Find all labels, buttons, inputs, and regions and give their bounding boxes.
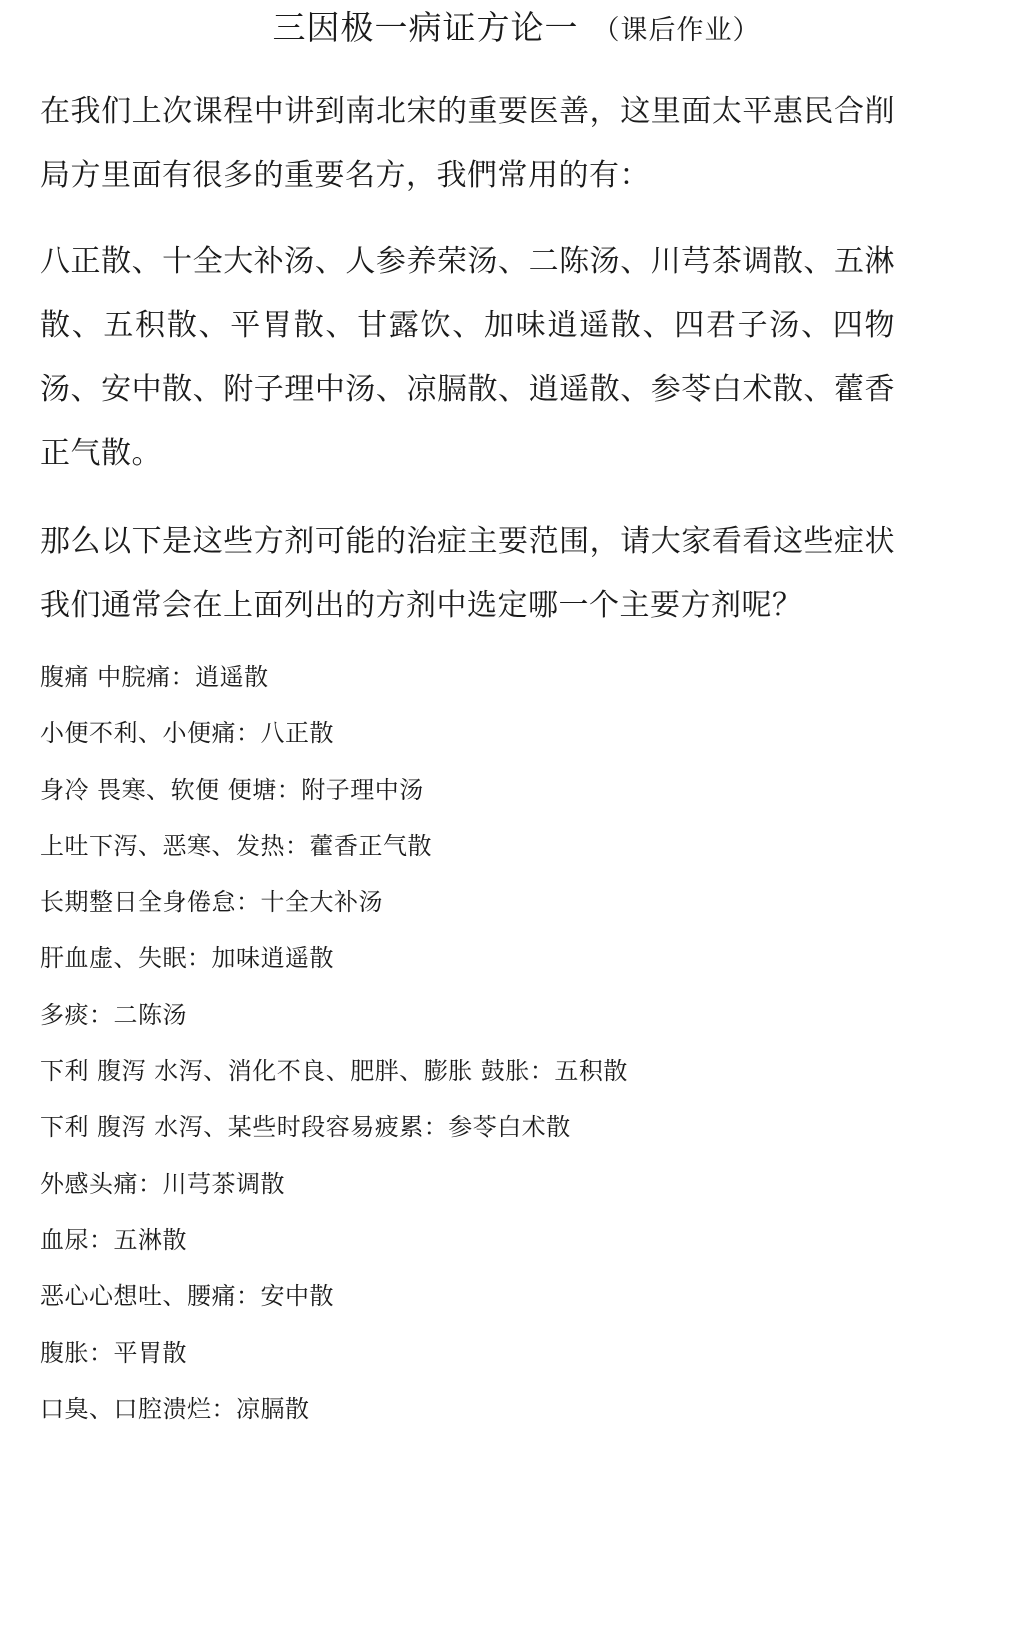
answer-item: 口臭、口腔溃烂：凉膈散 xyxy=(40,1394,310,1423)
page-title xyxy=(0,2,1033,49)
intro-paragraph: 在我们上次课程中讲到南北宋的重要医善，这里面太平惠民合削局方里面有很多的重要名方，我們常用的有： xyxy=(40,94,895,193)
title-subtitle: （课后作业） xyxy=(592,15,761,46)
answer-item: 上吐下泻、恶寒、发热：藿香正气散 xyxy=(40,831,432,860)
question-paragraph: 那么以下是这些方剂可能的治症主要范围，请大家看看这些症状我们通常会在上面列出的方剂中选定哪一个主要方剂呢？ xyxy=(40,524,895,623)
answer-item: 腹痛 中脘痛：逍遥散 xyxy=(40,663,269,691)
formula-list-paragraph: 八正散、十全大补汤、人参养荣汤、二陈汤、川芎茶调散、五淋散、五积散、平胃散、甘露饮、加味逍遥散、四君子汤、四物汤、安中散、附子理中汤、凉膈散、逍遥散、参苓白术散、藿香正气散。 xyxy=(40,244,895,471)
answer-item: 小便不利、小便痛：八正散 xyxy=(40,719,334,748)
answer-item: 长期整日全身倦怠：十全大补汤 xyxy=(40,888,383,917)
answer-item: 身冷 畏寒、软便 便塘：附子理中汤 xyxy=(40,775,424,804)
answer-list xyxy=(40,652,940,1440)
answer-item: 腹胀：平胃散 xyxy=(40,1338,187,1367)
title-main: 三因极一病证方论一 xyxy=(272,8,579,47)
answer-item: 下利 腹泻 水泻、某些时段容易疲累：参苓白术散 xyxy=(40,1113,571,1142)
answer-item: 血尿：五淋散 xyxy=(40,1225,187,1254)
answer-item: 下利 腹泻 水泻、消化不良、肥胖、膨胀 鼓胀：五积散 xyxy=(40,1057,628,1086)
answer-item: 多痰：二陈汤 xyxy=(40,1000,187,1029)
answer-item: 恶心心想吐、腰痛：安中散 xyxy=(40,1282,334,1311)
answer-item: 肝血虚、失眠：加味逍遥散 xyxy=(40,944,334,973)
answer-item: 外感头痛：川芎茶调散 xyxy=(40,1169,285,1198)
